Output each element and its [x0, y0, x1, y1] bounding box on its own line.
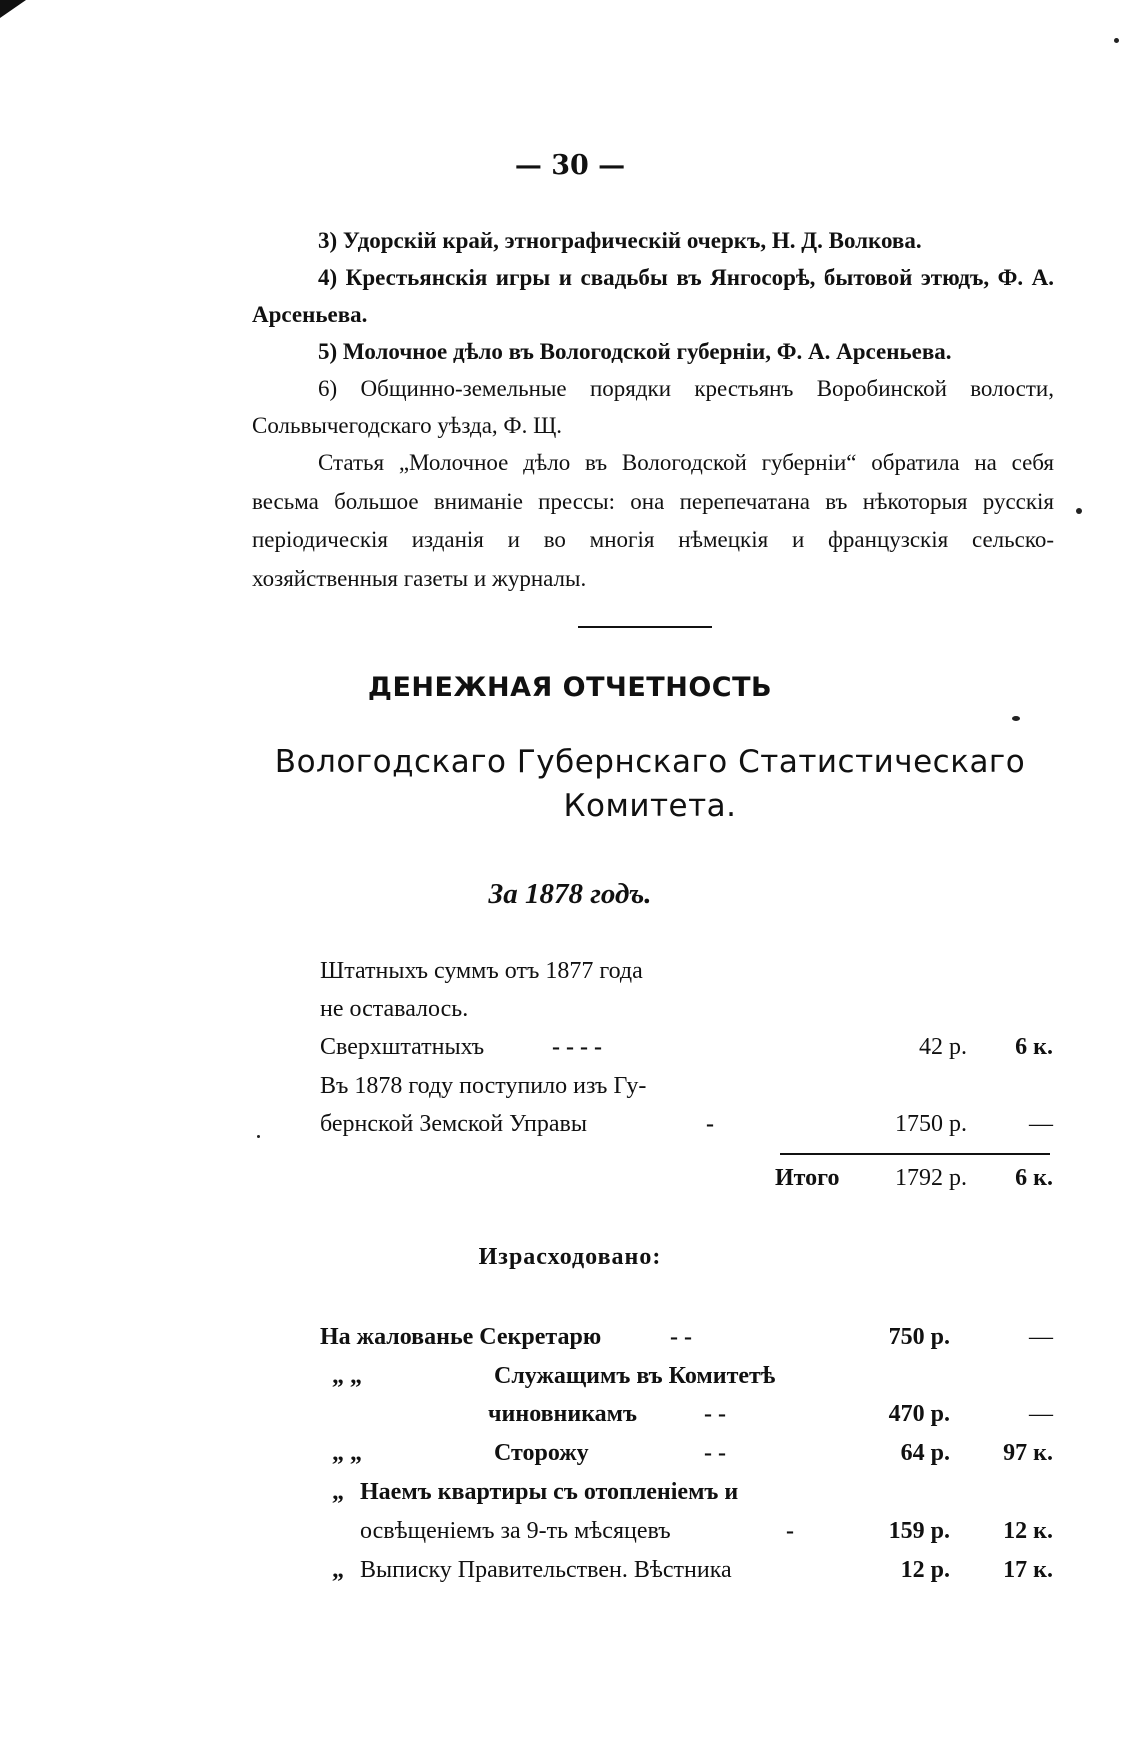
herald-ditto: „	[332, 1557, 344, 1583]
herald-kopecks: 17 к.	[1003, 1557, 1053, 1583]
scan-speck	[1076, 508, 1082, 514]
total-rule	[780, 1153, 1050, 1155]
herald-rubles: 12 р.	[900, 1557, 950, 1583]
officials-line2: чиновникамъ	[488, 1401, 638, 1427]
expenses-heading: Израсходовано:	[478, 1244, 662, 1270]
zemstvo-dash: -	[706, 1111, 714, 1137]
watchman-dash: - -	[704, 1440, 726, 1466]
staff-sums-line1: Штатныхъ суммъ отъ 1877 года	[320, 958, 643, 984]
officials-rubles: 470 р.	[888, 1401, 950, 1427]
total-kopecks: 6 к.	[1015, 1165, 1053, 1191]
rent-ditto: „	[332, 1479, 344, 1505]
report-year: За 1878 годъ.	[488, 878, 652, 910]
watchman-rubles: 64 р.	[900, 1440, 950, 1466]
extra-sums-kopecks: 6 к.	[1015, 1034, 1053, 1060]
zemstvo-line1: Въ 1878 году поступило изъ Гу-	[320, 1073, 647, 1099]
publication-item: 6) Общинно-земельные порядки крестьянъ Воробинской волости, Сольвычегодскаго уѣзда, Ф. Щ.	[252, 376, 1054, 438]
officials-line1: Служащимъ въ Комитетѣ	[494, 1363, 776, 1389]
officials-dash: - -	[704, 1401, 726, 1427]
officials-ditto: „ „	[332, 1363, 362, 1389]
scan-speck	[1114, 38, 1119, 43]
watchman-ditto: „ „	[332, 1440, 362, 1466]
extra-sums-dashes: - - - -	[552, 1034, 602, 1060]
secretary-rubles: 750 р.	[888, 1324, 950, 1350]
zemstvo-line2: бернской Земской Управы	[320, 1111, 587, 1137]
publication-item: 5) Молочное дѣло въ Вологодской губерніи, Ф. А. Арсеньева.	[318, 339, 952, 364]
total-rubles: 1792 р.	[895, 1165, 967, 1191]
extra-sums-rubles: 42 р.	[919, 1034, 967, 1060]
rent-kopecks: 12 к.	[1003, 1518, 1053, 1544]
secretary-label: На жалованье Секретарю	[320, 1324, 602, 1350]
scan-corner-mark	[0, 0, 26, 18]
zemstvo-kopecks: —	[1029, 1111, 1053, 1137]
page-number: — 30 —	[514, 150, 626, 181]
secretary-kopecks: —	[1029, 1324, 1053, 1350]
officials-kopecks: —	[1029, 1401, 1053, 1427]
publication-item: 3) Удорскій край, этнографическій очеркъ, Н. Д. Волкова.	[318, 228, 922, 253]
herald-label: Выписку Правительствен. Вѣстника	[360, 1557, 732, 1583]
scan-speck	[257, 1135, 260, 1138]
secretary-dash: - -	[670, 1324, 692, 1350]
rent-line2: освѣщеніемъ за 9-ть мѣсяцевъ	[360, 1518, 671, 1544]
report-title: ДЕНЕЖНАЯ ОТЧЕТНОСТЬ	[367, 672, 773, 703]
watchman-label: Сторожу	[494, 1440, 589, 1466]
publication-item: 4) Крестьянскія игры и свадьбы въ Янгосорѣ, бытовой этюдъ, Ф. А. Арсеньева.	[252, 265, 1054, 327]
staff-sums-line2: не оставалось.	[320, 996, 469, 1022]
scan-speck	[1012, 716, 1020, 721]
rent-line1: Наемъ квартиры съ отопленіемъ и	[360, 1479, 739, 1505]
zemstvo-rubles: 1750 р.	[895, 1111, 967, 1137]
watchman-kopecks: 97 к.	[1003, 1440, 1053, 1466]
report-subtitle: Вологодскаго Губернскаго Статистическаго Комитета.	[274, 744, 1026, 824]
extra-sums-label: Сверхштатныхъ	[320, 1034, 485, 1060]
section-divider	[578, 626, 712, 628]
note-paragraph: Статья „Молочное дѣло въ Вологодской губерніи“ обратила на себя весьма большое вниманіе прессы: она перепечатана въ нѣкоторыя русскія періодическія изданія и во многія нѣмецкія и французскія сельско-хозяйственныя газеты и журналы.	[252, 450, 1054, 591]
total-label: Итого	[775, 1165, 840, 1191]
rent-dash: -	[786, 1518, 794, 1544]
rent-rubles: 159 р.	[888, 1518, 950, 1544]
